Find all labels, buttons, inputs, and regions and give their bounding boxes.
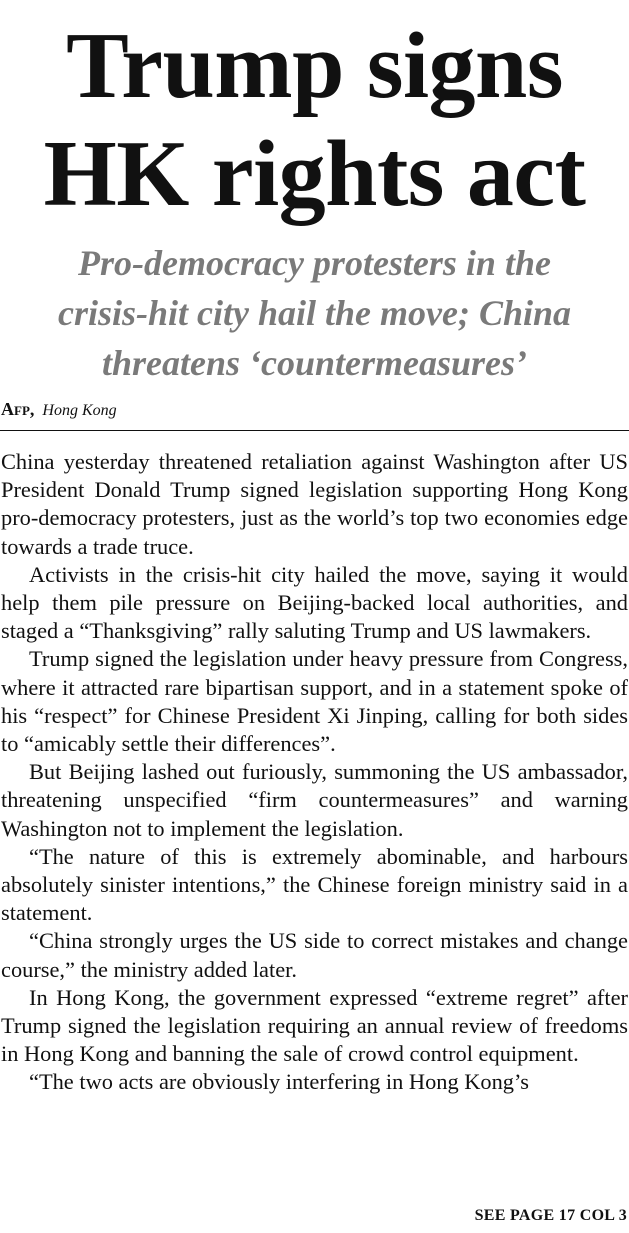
- headline-line-2: HK rights act: [43, 122, 586, 226]
- article-paragraph-1: China yesterday threatened retaliation against Washington after US President Donald Trump signed legislation supporting Hong Kong pro-democracy protesters, just as the world’s top two economies edge towards a trade truce.: [1, 449, 628, 559]
- byline-agency: Afp,: [1, 399, 35, 419]
- continued-on-page-line: SEE PAGE 17 COL 3: [474, 1207, 627, 1224]
- byline-place: Hong Kong: [42, 402, 117, 419]
- article-paragraph-2: Activists in the crisis-hit city hailed the move, saying it would help them pile pressure on Beijing-backed local authorities, and staged a “Thanksgiving” rally saluting Trump and US lawmakers.: [1, 561, 628, 644]
- article-paragraph-6: “China strongly urges the US side to correct mistakes and change course,” the ministry added later.: [1, 928, 628, 982]
- article-body: [1, 448, 628, 1097]
- subheadline-line-1: Pro-democracy protesters in the: [78, 243, 551, 283]
- subheadline-line-2: crisis-hit city hail the move; China: [57, 293, 572, 333]
- article-paragraph-4: But Beijing lashed out furiously, summoning the US ambassador, threatening unspecified “firm countermeasures” and warning Washington not to implement the legislation.: [1, 759, 628, 841]
- byline: [1, 398, 117, 422]
- headline-line-1: Trump signs: [66, 14, 563, 118]
- subheadline: [0, 238, 629, 388]
- article-paragraph-8: “The two acts are obviously interfering in Hong Kong’s: [29, 1069, 529, 1095]
- article-paragraph-7: In Hong Kong, the government expressed “extreme regret” after Trump signed the legislation requiring an annual review of freedoms in Hong Kong and banning the sale of crowd control equipment.: [1, 984, 628, 1067]
- headline: [0, 12, 629, 228]
- subheadline-line-3: threatens ‘countermeasures’: [101, 343, 528, 383]
- byline-divider: [0, 430, 629, 431]
- article-paragraph-3: Trump signed the legislation under heavy pressure from Congress, where it attracted rare bipartisan support, and in a statement spoke of his “respect” for Chinese President Xi Jinping, calling for both sides to “amicably settle their differences”.: [1, 646, 628, 757]
- article-paragraph-5: “The nature of this is extremely abominable, and harbours absolutely sinister intentions,” the Chinese foreign ministry said in a statement.: [1, 843, 628, 926]
